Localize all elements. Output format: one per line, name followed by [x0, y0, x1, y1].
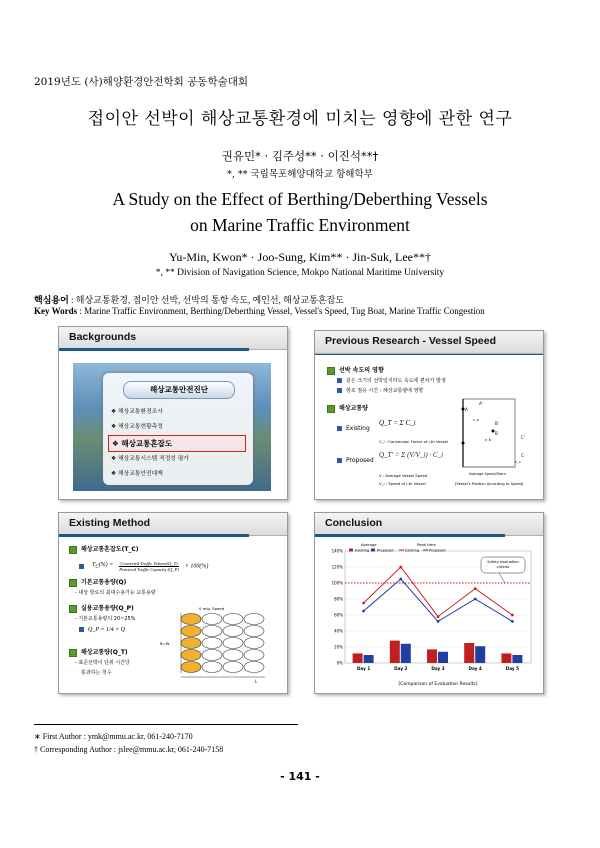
- grid-ellipse: [181, 650, 201, 661]
- previous-bullet-2-text: 항로 점유 시간 : 해상교통량에 영향: [346, 388, 424, 394]
- existing-heading-congestion-text: 해상교통혼잡도(T_C): [81, 546, 139, 553]
- green-bullet-icon: [69, 605, 77, 613]
- chart-bar-proposed: [364, 655, 374, 663]
- chart-point-existing: [437, 615, 440, 618]
- keywords-english-text: : Marine Traffic Environment, Berthing/Deberthing Vessel, Vessel's Speed, Tug Boat, Marine Traffic Congestion: [77, 306, 485, 316]
- existing-heading-basic-capacity-text: 기본교통용량(Q): [81, 579, 127, 586]
- chart-category-label: Day 3: [431, 666, 445, 671]
- background-item-5-label: 해상교통안전대책: [118, 471, 163, 477]
- affiliation-english: *, ** Division of Navigation Science, Mokpo National Maritime University: [155, 268, 445, 278]
- grid-ellipse: [223, 614, 243, 625]
- chart-ytick-label: 120%: [331, 564, 343, 570]
- existing-heading-congestion: [69, 544, 139, 554]
- blue-bullet-icon: [337, 388, 342, 393]
- chart-ytick-label: 80%: [334, 596, 343, 602]
- legend-average-label: Average: [361, 542, 377, 547]
- chart-bar-existing: [353, 653, 363, 663]
- panel-backgrounds-title: Backgrounds: [69, 331, 137, 343]
- chart-ytick-label: 40%: [334, 628, 343, 634]
- title-english-line2: on Marine Traffic Environment: [190, 215, 410, 235]
- equation-proposed-note1: V : Average Vessel Speed: [379, 473, 428, 478]
- basic-capacity-text: - 대상 항로의 최대수용가능 교통용량: [75, 590, 156, 596]
- proposed-label: [337, 457, 374, 464]
- grid-ellipse: [181, 626, 201, 637]
- diagram-point-c: [462, 442, 465, 445]
- background-item-5: ❖ 해상교통안전대책: [111, 471, 163, 477]
- grid-ellipse: [181, 638, 201, 649]
- title-english: [0, 186, 600, 238]
- congestion-denominator: Practical Traffic Capacity (Q_P): [119, 566, 179, 572]
- footnote-divider: [34, 724, 298, 725]
- authors-english: Yu-Min, Kwon* · Joo-Sung, Kim** · Jin-Suk, Lee**†: [169, 250, 431, 264]
- previous-bullet-1-text: 같은 크기의 선박일지라도 속도에 편차가 발생: [346, 378, 446, 384]
- grid-ellipse: [202, 662, 222, 673]
- grid-ellipse: [223, 638, 243, 649]
- chart-ytick-label: 60%: [334, 612, 343, 618]
- background-item-3: ❖ 해상교통혼잡도: [108, 435, 246, 452]
- panel-backgrounds: [58, 326, 288, 500]
- grid-ellipse: [244, 662, 264, 673]
- diagram-label-a-prime: A': [479, 401, 483, 406]
- existing-heading-practical-capacity: [69, 603, 134, 613]
- chart-bar-existing: [464, 643, 474, 663]
- evaluation-chart: [319, 539, 537, 689]
- chart-bar-existing: [501, 653, 511, 663]
- chart-bar-proposed: [512, 655, 522, 663]
- diagram-caption-axis: Average Speed/Stern: [469, 472, 506, 476]
- legend-series-label: Existing: [355, 548, 370, 553]
- capacity-grid-diagram: [159, 603, 283, 685]
- box-title: 해상교통안전진단: [123, 381, 235, 399]
- chart-bar-proposed: [401, 644, 411, 663]
- chart-annotation-text: Safety evaluation criteria: [487, 560, 519, 569]
- grid-ellipse: [244, 650, 264, 661]
- chart-bar-existing: [427, 649, 437, 663]
- authors-korean: 권유민* · 김주성** · 이진석**†: [221, 149, 379, 163]
- congestion-equation-rhs: × 100(%): [184, 563, 209, 570]
- panel-conclusion-header: [315, 513, 543, 536]
- panel-previous-header: [315, 331, 543, 354]
- chart-category-label: Day 4: [468, 666, 482, 671]
- chart-category-label: Day 5: [505, 666, 520, 671]
- diagram-frame: [463, 399, 515, 467]
- chart-category-label: Day 2: [394, 666, 408, 671]
- background-item-2-label: 해상교통현황측정: [118, 424, 163, 430]
- legend-swatch: [371, 549, 375, 552]
- chart-ytick-label: 0%: [336, 660, 343, 666]
- grid-ellipse: [181, 662, 201, 673]
- blue-bullet-icon: [337, 458, 342, 463]
- panel-previous-research: [314, 330, 544, 500]
- diagram-label-a: A: [465, 407, 468, 412]
- traffic-volume-text-1: - 표준선박이 단위 시간당: [75, 660, 130, 666]
- existing-heading-basic-capacity: [69, 577, 126, 587]
- grid-ellipse: [202, 650, 222, 661]
- background-item-3-label: 해상교통혼잡도: [121, 439, 173, 448]
- panel-backgrounds-header: [59, 327, 287, 350]
- green-bullet-icon: [69, 579, 77, 587]
- panel-conclusion: [314, 512, 544, 694]
- green-bullet-icon: [327, 405, 335, 413]
- ellipse-grid: [181, 613, 265, 677]
- grid-ellipse: [244, 638, 264, 649]
- diagram-caption: [Vessel's Position According to Speed]: [455, 482, 524, 486]
- grid-label-top: 0 mig. Speed: [199, 606, 225, 611]
- existing-heading-practical-capacity-text: 실용교통용량(Q_P): [81, 605, 134, 612]
- chart-caption: [Comparison of Evaluation Results]: [398, 682, 478, 687]
- panel-conclusion-title: Conclusion: [325, 517, 383, 529]
- grid-label-bottom: L: [255, 679, 258, 684]
- congestion-fraction: [119, 561, 179, 572]
- practical-capacity-text: - 기본교통용량의 20~25%: [75, 616, 136, 622]
- chart-category-label: Day 1: [356, 666, 371, 671]
- conference-name: 2019년도 (사)해양환경안전학회 공동학술대회: [34, 76, 249, 88]
- chart-bar-existing: [390, 641, 400, 663]
- chart-ytick-label: 20%: [334, 644, 343, 650]
- grid-ellipse: [202, 614, 222, 625]
- grid-ellipse: [202, 626, 222, 637]
- background-item-1-label: 해상교통환경조사: [118, 409, 163, 415]
- equation-proposed: Q_T' = Σ (V/V_i) · C_i: [379, 451, 444, 459]
- chart-bar-proposed: [475, 646, 485, 663]
- background-item-1: ❖ 해상교통환경조사: [111, 409, 163, 415]
- title-korean: 접이안 선박이 해상교통환경에 미치는 영향에 관한 연구: [87, 109, 513, 129]
- green-bullet-icon: [327, 367, 335, 375]
- page-number: - 141 -: [280, 770, 320, 783]
- existing-heading-traffic-volume: [69, 647, 128, 657]
- keywords-korean-label: 핵심용어: [34, 295, 69, 305]
- diagram-label-b-prime: B': [495, 421, 499, 426]
- equation-existing: Q_T = Σ C_i: [379, 419, 416, 427]
- background-item-4: ❖ 해상교통시스템 적정성 평가: [111, 456, 189, 462]
- chart-point-proposed: [362, 610, 365, 613]
- affiliation-korean: *, ** 국립목포해양대학교 항해학부: [227, 169, 373, 180]
- chart-point-proposed: [437, 620, 440, 623]
- chart-ytick-label: 140%: [331, 548, 343, 554]
- vessel-position-diagram: [451, 395, 539, 491]
- chart-ytick-label: 100%: [331, 580, 343, 586]
- grid-ellipse: [244, 626, 264, 637]
- keywords-korean-text: : 해상교통환경, 접이안 선박, 선박의 통항 속도, 예인선, 해상교통혼잡도: [68, 295, 344, 305]
- diagram-label-b: B: [495, 431, 498, 436]
- grid-ellipse: [223, 650, 243, 661]
- diagram-label-va: v_a: [473, 418, 479, 422]
- previous-bullet-1: [337, 377, 446, 384]
- legend-series-label: Proposed: [429, 548, 446, 553]
- title-english-line1: A Study on the Effect of Berthing/Deberthing Vessels: [112, 189, 488, 209]
- legend-swatch: [349, 549, 353, 552]
- practical-capacity-equation: [79, 627, 125, 633]
- congestion-equation: [79, 557, 279, 575]
- existing-label: [337, 425, 370, 432]
- panel-existing-title: Existing Method: [69, 517, 151, 529]
- diagram-label-c: C: [521, 453, 524, 458]
- diagram-label-c-prime: C': [521, 435, 525, 440]
- existing-heading-traffic-volume-text: 해상교통량(Q_T): [81, 649, 128, 656]
- grid-ellipse: [223, 662, 243, 673]
- grid-ellipse: [244, 614, 264, 625]
- keywords-korean: [34, 293, 344, 306]
- previous-heading-traffic: [327, 403, 368, 413]
- grid-label-side: B=W: [160, 641, 170, 646]
- background-item-4-label: 해상교통시스템 적정성 평가: [118, 456, 189, 462]
- chart-point-proposed: [399, 578, 402, 581]
- legend-series-label: Proposed: [377, 548, 394, 553]
- equation-proposed-note2: V_i : Speed of i-th Vessel: [379, 481, 426, 486]
- panel-previous-title: Previous Research - Vessel Speed: [325, 335, 497, 347]
- port-photo: [73, 363, 271, 491]
- practical-capacity-equation-text: Q_P = 1/4 × Q: [88, 627, 125, 633]
- congestion-numerator: Converted Traffic Volume(Q_T): [120, 560, 178, 566]
- previous-bullet-2: [337, 387, 423, 394]
- background-item-2: ❖ 해상교통현황측정: [111, 424, 163, 430]
- grid-ellipse: [181, 614, 201, 625]
- diagram-label-vb: v_b: [485, 438, 491, 442]
- previous-heading-speed-text: 선박 속도의 영향: [339, 367, 384, 374]
- equation-existing-note: C_i : Conversion Factor of i-th Vessel: [379, 439, 448, 444]
- legend-series-label: Existing: [405, 548, 420, 553]
- green-bullet-icon: [69, 546, 77, 554]
- legend-peak-label: Peak time: [417, 542, 436, 547]
- chart-point-proposed: [474, 598, 477, 601]
- blue-bullet-icon: [337, 378, 342, 383]
- background-items: [111, 405, 246, 482]
- congestion-equation-lhs: $T_C(\%)$ =: [92, 562, 114, 571]
- diagram-label-vc: v_c: [515, 460, 521, 464]
- chart-point-proposed: [511, 620, 514, 623]
- chart-point-existing: [399, 566, 402, 569]
- traffic-volume-text-2: 통과하는 척수: [81, 670, 112, 676]
- previous-heading-speed: [327, 365, 384, 375]
- footnote-corresponding-author: † Corresponding Author : jslee@mmu.ac.kr, 061-240-7158: [34, 745, 224, 754]
- keywords-english: [34, 306, 485, 316]
- panel-existing-header: [59, 513, 287, 536]
- blue-bullet-icon: [79, 564, 84, 569]
- diagnosis-box: [103, 373, 253, 485]
- keywords-english-label: Key Words: [34, 306, 78, 316]
- panel-existing-method: [58, 512, 288, 694]
- existing-label-text: Existing: [346, 425, 370, 432]
- previous-heading-traffic-text: 해상교통량: [339, 405, 368, 412]
- chart-bar-proposed: [438, 652, 448, 663]
- blue-bullet-icon: [79, 627, 84, 632]
- chart-point-existing: [362, 602, 365, 605]
- blue-bullet-icon: [337, 426, 342, 431]
- chart-point-existing: [474, 587, 477, 590]
- grid-ellipse: [202, 638, 222, 649]
- chart-point-existing: [511, 614, 514, 617]
- green-bullet-icon: [69, 649, 77, 657]
- proposed-label-text: Proposed: [346, 457, 374, 464]
- grid-ellipse: [223, 626, 243, 637]
- footnote-first-author: ∗ First Author : ymk@mmu.ac.kr, 061-240-7170: [34, 732, 193, 741]
